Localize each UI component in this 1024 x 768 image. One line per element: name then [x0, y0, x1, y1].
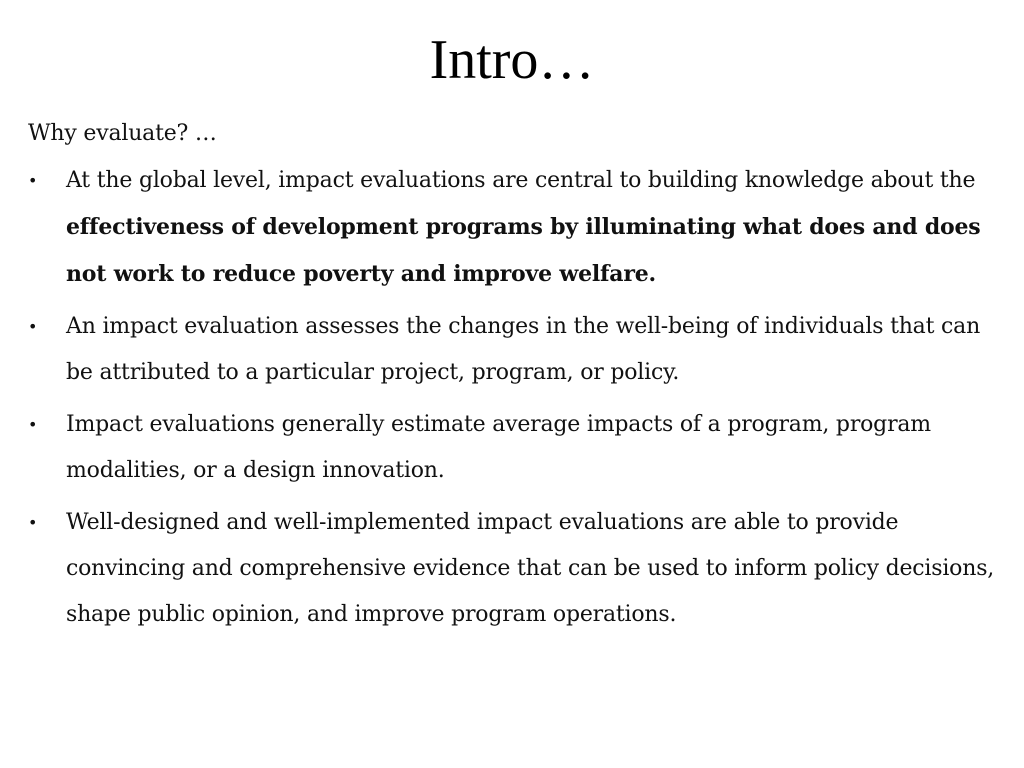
bullet-icon: •: [28, 171, 38, 190]
bullet-icon: •: [28, 317, 38, 336]
bullet-text: Impact evaluations generally estimate average impacts of a program, program modalities, or a design innovation.: [66, 412, 931, 483]
intro-question: Why evaluate? …: [28, 121, 217, 146]
bullet-item-knowledge: [28, 158, 1008, 298]
bullet-bold-text: effectiveness of development programs by illuminating what does and does not work to reduce poverty and improve welfare.: [66, 214, 981, 287]
bullet-text: At the global level, impact evaluations are central to building knowledge about the: [66, 168, 976, 193]
bullet-item-estimates: [28, 402, 1008, 494]
bullet-text: Well-designed and well-implemented impact evaluations are able to provide convincing and comprehensive evidence that can be used to inform policy decisions, shape public opinion, and improve program operations.: [66, 510, 995, 627]
bullet-item-definition: [28, 304, 1008, 396]
slide-title: Intro…: [429, 29, 595, 91]
bullet-icon: •: [28, 513, 38, 532]
slide-body: [28, 116, 1008, 644]
bullet-item-evidence: [28, 500, 1008, 638]
bullet-text: An impact evaluation assesses the changes in the well-being of individuals that can be attributed to a particular project, program, or policy.: [66, 314, 981, 385]
bullet-icon: •: [28, 415, 38, 434]
bullet-list: [28, 158, 1008, 638]
